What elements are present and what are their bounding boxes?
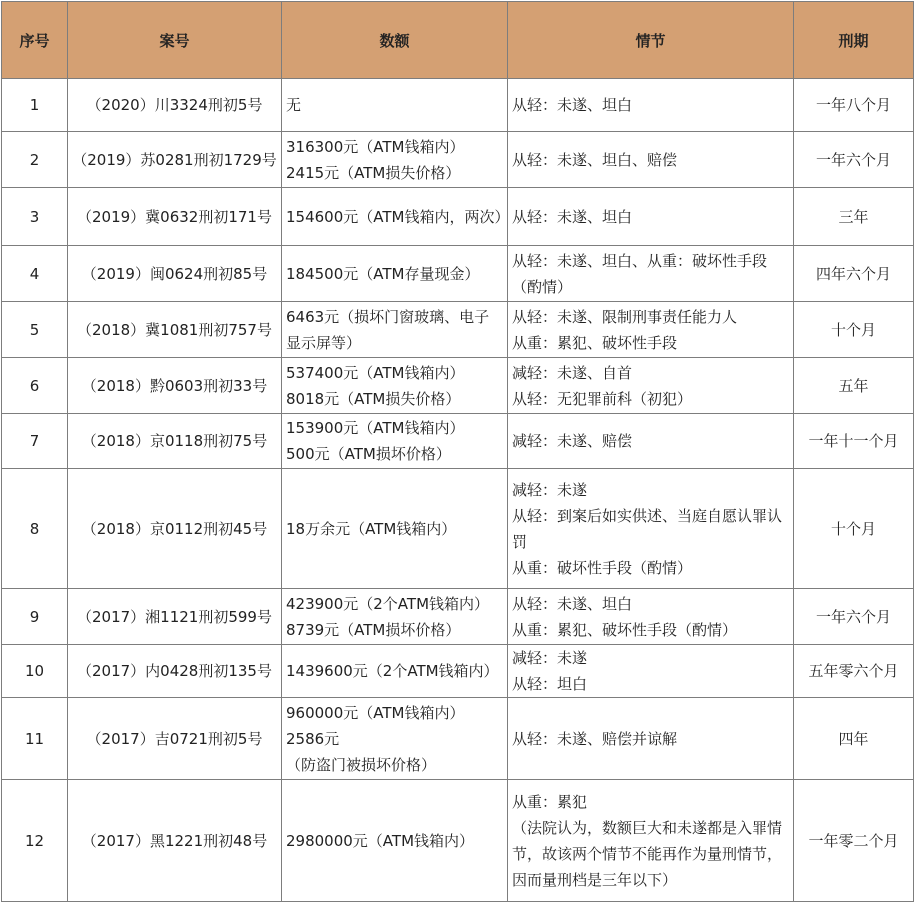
cell-sentence: 五年	[794, 358, 914, 414]
table-row	[2, 698, 914, 780]
table-row	[2, 780, 914, 902]
circumstance-line: 从轻：无犯罪前科（初犯）	[512, 389, 693, 408]
cell-no: 5	[2, 302, 68, 358]
cell-sentence: 三年	[794, 188, 914, 246]
cell-circumstances	[508, 780, 794, 902]
amount-line: 960000元（ATM钱箱内）	[286, 703, 465, 722]
table-row	[2, 645, 914, 698]
circumstance-line: 减轻：未遂、自首	[512, 363, 633, 382]
cell-amount	[282, 358, 508, 414]
cell-circumstances	[508, 469, 794, 589]
cell-sentence: 十个月	[794, 302, 914, 358]
cell-amount	[282, 645, 508, 698]
cell-no: 10	[2, 645, 68, 698]
amount-line: 8739元（ATM损坏价格）	[286, 620, 461, 639]
cell-no: 8	[2, 469, 68, 589]
circumstance-line: （法院认为，数额巨大和未遂都是入罪情节，故该两个情节不能再作为量刑情节，因而量刑档是三年以下）	[512, 818, 783, 889]
cell-sentence: 一年六个月	[794, 132, 914, 188]
table-row	[2, 469, 914, 589]
cell-circumstances	[508, 414, 794, 469]
circumstance-line: 从重：破坏性手段（酌情）	[512, 558, 693, 577]
cell-no: 1	[2, 79, 68, 132]
amount-line: 6463元（损坏门窗玻璃、电子显示屏等）	[286, 307, 490, 352]
circumstance-line: 从轻：未遂、限制刑事责任能力人	[512, 307, 738, 326]
cell-sentence: 一年十一个月	[794, 414, 914, 469]
cell-circumstances	[508, 246, 794, 302]
cell-sentence: 四年六个月	[794, 246, 914, 302]
amount-line: （防盗门被损坏价格）	[286, 755, 437, 774]
cell-sentence: 一年六个月	[794, 589, 914, 645]
table-row	[2, 414, 914, 469]
cell-no: 3	[2, 188, 68, 246]
cell-sentence: 一年八个月	[794, 79, 914, 132]
table-row	[2, 246, 914, 302]
circumstance-line: 从轻：未遂、赔偿并谅解	[512, 729, 678, 748]
cell-case: （2019）闽0624刑初85号	[68, 246, 282, 302]
cell-no: 2	[2, 132, 68, 188]
cell-amount	[282, 132, 508, 188]
header-case: 案号	[68, 2, 282, 79]
cell-case: （2017）内0428刑初135号	[68, 645, 282, 698]
circumstance-line: 减轻：未遂、赔偿	[512, 432, 633, 450]
header-amount: 数额	[282, 2, 508, 79]
table-row	[2, 188, 914, 246]
cell-no: 7	[2, 414, 68, 469]
circumstance-line: 从轻：未遂、坦白、从重：破坏性手段（酌情）	[512, 251, 768, 296]
cell-amount	[282, 780, 508, 902]
circumstance-line: 从轻：到案后如实供述、当庭自愿认罪认罚	[512, 506, 783, 551]
table-row	[2, 589, 914, 645]
amount-line: 500元（ATM损坏价格）	[286, 445, 451, 463]
cell-sentence: 五年零六个月	[794, 645, 914, 698]
cell-case: （2019）苏0281刑初1729号	[68, 132, 282, 188]
cell-no: 12	[2, 780, 68, 902]
circumstance-line: 从轻：坦白	[512, 675, 588, 693]
cell-circumstances	[508, 132, 794, 188]
cell-case: （2017）黑1221刑初48号	[68, 780, 282, 902]
header-row	[2, 2, 914, 79]
amount-line: 153900元（ATM钱箱内）	[286, 419, 465, 437]
circumstance-line: 减轻：未遂	[512, 649, 588, 667]
cell-sentence: 一年零二个月	[794, 780, 914, 902]
circumstance-line: 从轻：未遂、坦白	[512, 594, 633, 613]
cell-case: （2018）黔0603刑初33号	[68, 358, 282, 414]
cell-amount	[282, 469, 508, 589]
amount-line: 154600元（ATM钱箱内，两次）	[286, 207, 510, 226]
cell-circumstances	[508, 79, 794, 132]
cell-amount	[282, 414, 508, 469]
circumstance-line: 从重：累犯	[512, 792, 588, 811]
cell-sentence: 四年	[794, 698, 914, 780]
table-row	[2, 132, 914, 188]
table-row	[2, 79, 914, 132]
cell-case: （2018）京0118刑初75号	[68, 414, 282, 469]
table-row	[2, 302, 914, 358]
circumstance-line: 减轻：未遂	[512, 480, 588, 499]
table-body	[2, 79, 914, 902]
cell-case: （2018）京0112刑初45号	[68, 469, 282, 589]
cell-case: （2018）冀1081刑初757号	[68, 302, 282, 358]
header-sentence: 刑期	[794, 2, 914, 79]
cell-no: 6	[2, 358, 68, 414]
amount-line: 2415元（ATM损失价格）	[286, 163, 461, 182]
case-table	[1, 1, 914, 902]
table-row	[2, 358, 914, 414]
cell-no: 11	[2, 698, 68, 780]
circumstance-line: 从重：累犯、破坏性手段	[512, 333, 678, 352]
amount-line: 18万余元（ATM钱箱内）	[286, 519, 457, 538]
circumstance-line: 从轻：未遂、坦白、赔偿	[512, 150, 678, 169]
amount-line: 423900元（2个ATM钱箱内）	[286, 594, 490, 613]
amount-line: 537400元（ATM钱箱内）	[286, 363, 465, 382]
cell-no: 4	[2, 246, 68, 302]
cell-circumstances	[508, 188, 794, 246]
cell-case: （2019）冀0632刑初171号	[68, 188, 282, 246]
cell-case: （2020）川3324刑初5号	[68, 79, 282, 132]
cell-amount	[282, 79, 508, 132]
cell-no: 9	[2, 589, 68, 645]
amount-line: 2586元	[286, 729, 340, 748]
cell-case: （2017）湘1121刑初599号	[68, 589, 282, 645]
circumstance-line: 从轻：未遂、坦白	[512, 207, 633, 226]
cell-circumstances	[508, 302, 794, 358]
header-no: 序号	[2, 2, 68, 79]
cell-circumstances	[508, 589, 794, 645]
amount-line: 无	[286, 96, 302, 114]
amount-line: 316300元（ATM钱箱内）	[286, 137, 465, 156]
cell-amount	[282, 589, 508, 645]
cell-circumstances	[508, 358, 794, 414]
cell-sentence: 十个月	[794, 469, 914, 589]
cell-amount	[282, 246, 508, 302]
amount-line: 184500元（ATM存量现金）	[286, 264, 480, 283]
circumstance-line: 从重：累犯、破坏性手段（酌情）	[512, 620, 738, 639]
cell-amount	[282, 302, 508, 358]
cell-circumstances	[508, 645, 794, 698]
amount-line: 2980000元（ATM钱箱内）	[286, 831, 475, 850]
header-circumstances: 情节	[508, 2, 794, 79]
cell-case: （2017）吉0721刑初5号	[68, 698, 282, 780]
amount-line: 8018元（ATM损失价格）	[286, 389, 461, 408]
amount-line: 1439600元（2个ATM钱箱内）	[286, 662, 499, 680]
cell-circumstances	[508, 698, 794, 780]
circumstance-line: 从轻：未遂、坦白	[512, 96, 633, 114]
cell-amount	[282, 698, 508, 780]
cell-amount	[282, 188, 508, 246]
